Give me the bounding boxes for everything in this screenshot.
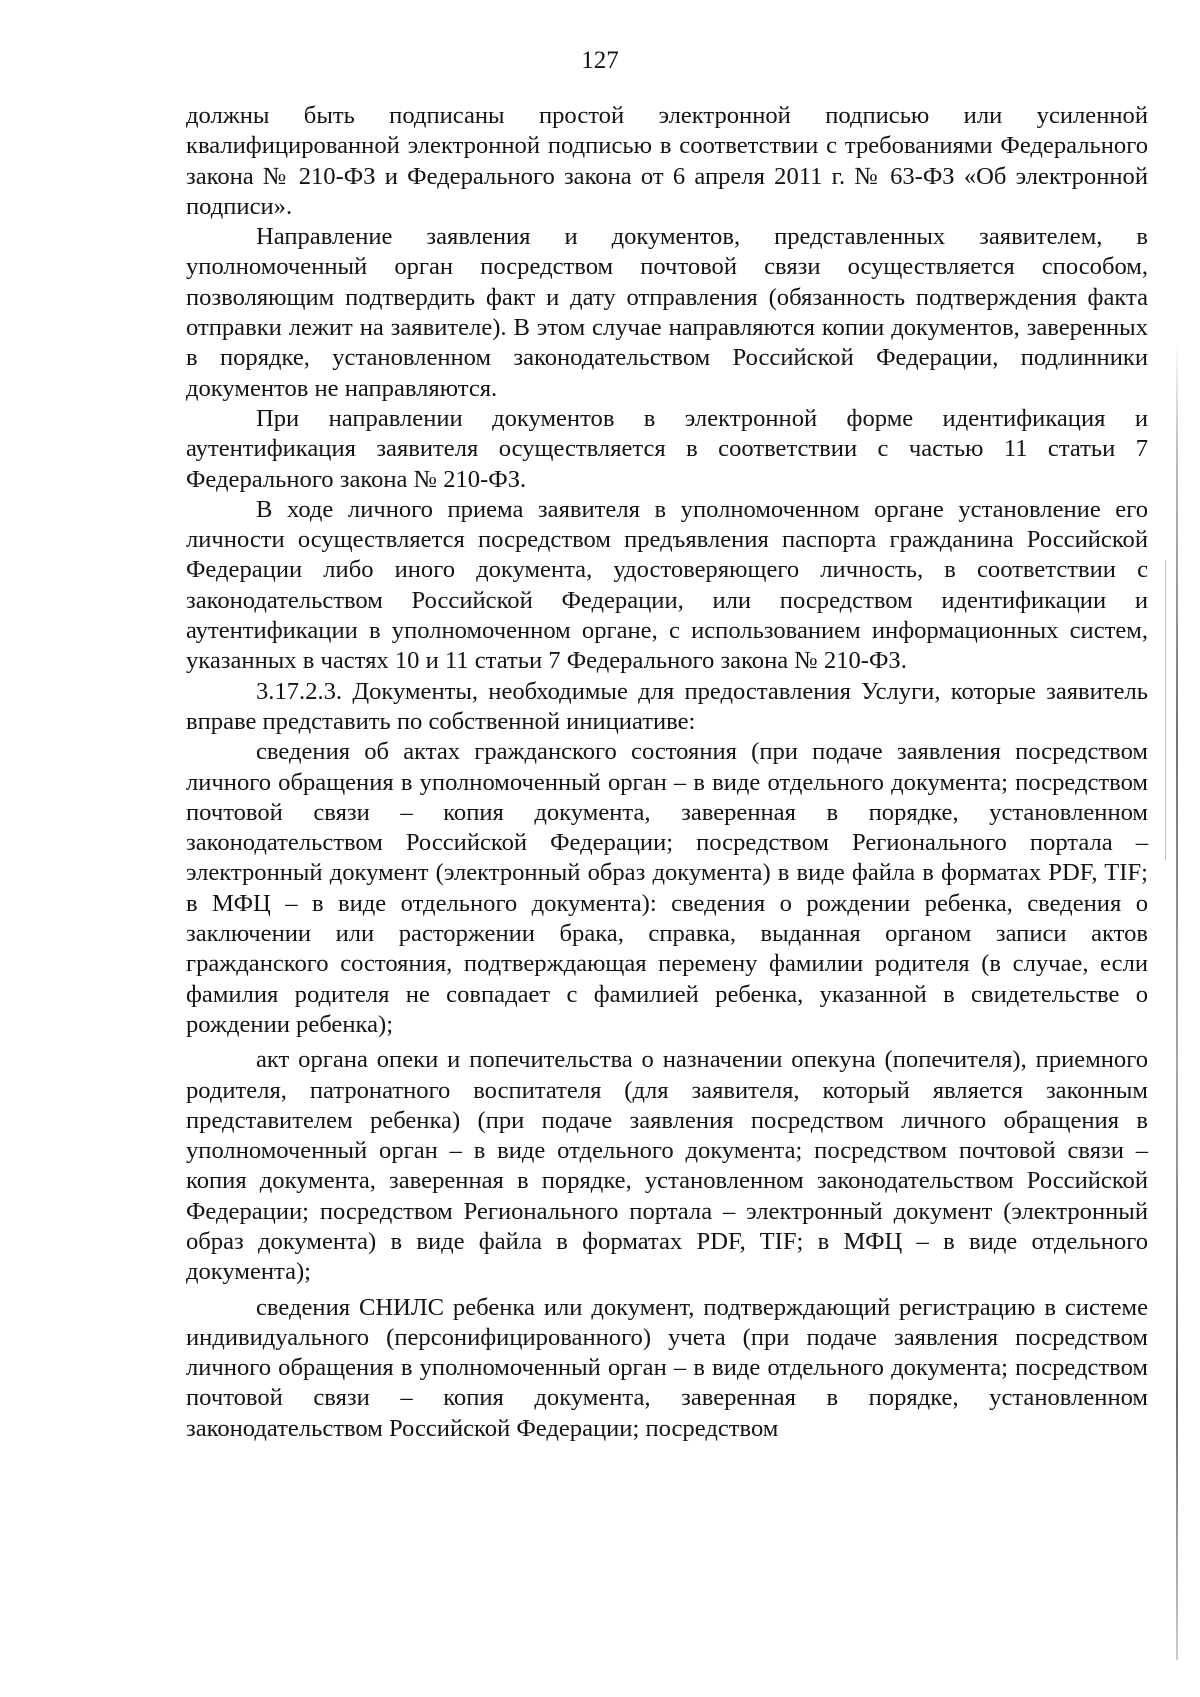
scan-edge-line: [1176, 340, 1178, 1660]
paragraph-electronic-identification: При направлении документов в электронной форме идентификация и аутентификация заявителя осуществляется в соответствии с частью 11 статьи 7 Федерального закона № 210-ФЗ.: [186, 404, 1148, 493]
paragraph-section-3-17-2-3: 3.17.2.3. Документы, необходимые для предоставления Услуги, которые заявитель вправе представить по собственной инициативе:: [186, 677, 1148, 735]
page-number: 127: [581, 47, 619, 74]
scan-edge-line-secondary: [1165, 560, 1166, 860]
paragraph-personal-reception: В ходе личного приема заявителя в уполномоченном органе установление его личности осуществляется посредством предъявления паспорта гражданина Российской Федерации либо иного документа, удостоверяющего личность, в соответствии с законодательством Российской Федерации, или посредством идентификации и аутентификации в уполномоченном органе, с использованием информационных систем, указанных в частях 10 и 11 статьи 7 Федерального закона № 210-ФЗ.: [186, 495, 1148, 675]
paragraph-postal-submission: Направление заявления и документов, представленных заявителем, в уполномоченный орган посредством почтовой связи осуществляется способом, позволяющим подтвердить факт и дату отправления (обязанность подтверждения факта отправки лежит на заявителе). В этом случае направляются копии документов, заверенных в порядке, установленном законодательством Российской Федерации, подлинники документов не направляются.: [186, 223, 1148, 402]
paragraph-snils: сведения СНИЛС ребенка или документ, подтверждающий регистрацию в системе индивидуального (персонифицированного) учета (при подаче заявления посредством личного обращения в уполномоченный орган – в виде отдельного документа; посредством почтовой связи – копия документа, заверенная в порядке, установленном законодательством Российской Федерации; посредством: [186, 1293, 1148, 1442]
paragraph-guardianship-act: акт органа опеки и попечительства о назначении опекуна (попечителя), приемного родителя, патронатного воспитателя (для заявителя, который является законным представителем ребенка) (при подаче заявления посредством личного обращения в уполномоченный орган – в виде отдельного документа; посредством почтовой связи – копия документа, заверенная в порядке, установленном законодательством Российской Федерации; посредством Регионального портала – электронный документ (электронный образ документа) в виде файла в форматах PDF, TIF; в МФЦ – в виде отдельного документа);: [186, 1046, 1148, 1286]
paragraph-civil-status-records: сведения об актах гражданского состояния (при подаче заявления посредством личного обращения в уполномоченный орган – в виде отдельного документа; посредством почтовой связи – копия документа, заверенная в порядке, установленном законодательством Российской Федерации; посредством Регионального портала – электронный документ (электронный образ документа) в виде файла в форматах PDF, TIF; в МФЦ – в виде отдельного документа): сведения о рождении ребенка, сведения о заключении или расторжении брака, справка, выданная органом записи актов гражданского состояния, подтверждающая перемену фамилии родителя (в случае, если фамилия родителя не совпадает с фамилией ребенка, указанной в свидетельстве о рождении ребенка);: [186, 738, 1148, 1038]
document-body: [186, 101, 1148, 1444]
paragraph-signature-requirements: должны быть подписаны простой электронной подписью или усиленной квалифицированной электронной подписью в соответствии с требованиями Федерального закона № 210-ФЗ и Федерального закона от 6 апреля 2011 г. № 63-ФЗ «Об электронной подписи».: [186, 102, 1148, 220]
